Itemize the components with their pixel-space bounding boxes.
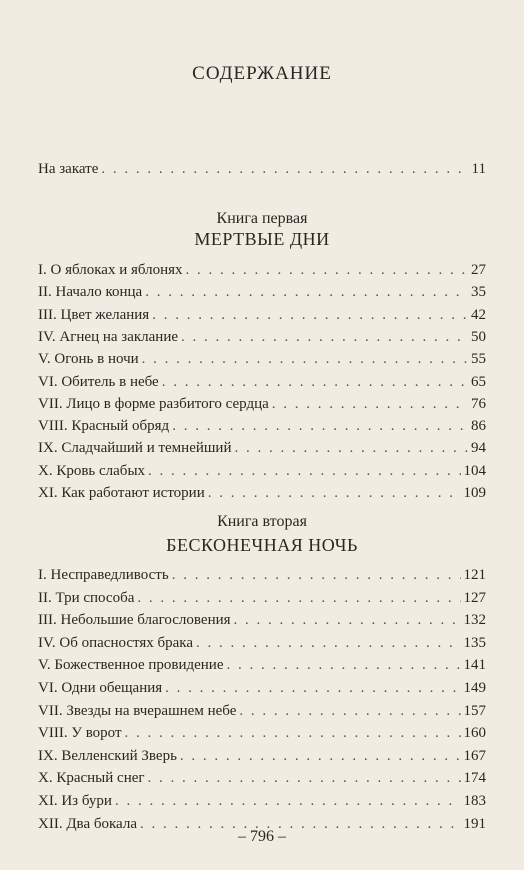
dot-leader: [186, 261, 468, 279]
toc-entry-label: VIII. У ворот: [38, 725, 122, 742]
dot-leader: [165, 679, 460, 697]
dot-leader: [145, 283, 468, 301]
toc-entry-label: X. Кровь слабых: [38, 462, 146, 479]
book-subtitle: Книга первая: [216, 210, 308, 227]
book-title: БЕСКОНЕЧНАЯ НОЧЬ: [166, 535, 358, 555]
toc-entry-page: 50: [471, 328, 486, 345]
toc-entry-page: 86: [471, 418, 486, 435]
toc-entry: [38, 769, 486, 787]
toc-entry-label: IX. Сладчайший и темнейший: [38, 440, 232, 457]
toc-entry: [38, 566, 486, 584]
toc-entry-label: II. Начало конца: [38, 284, 143, 301]
toc-entry-label: XI. Как работают истории: [38, 485, 205, 501]
toc-entry-page: 160: [463, 725, 486, 742]
book-subtitle: Книга вторая: [217, 513, 307, 530]
page-title: СОДЕРЖАНИЕ: [192, 63, 332, 84]
toc-entry-page: 55: [471, 351, 486, 368]
toc-entry-page: 121: [463, 567, 486, 583]
toc-entry-page: 42: [471, 306, 486, 323]
dot-leader: [239, 702, 460, 720]
toc-entry: [38, 395, 486, 413]
toc-entry-page: 174: [463, 770, 486, 787]
toc-entry: [38, 417, 486, 435]
dot-leader: [115, 792, 461, 810]
dot-leader: [101, 160, 468, 178]
toc-entry-page: 135: [463, 634, 486, 651]
toc-entry-label: II. Три способа: [38, 589, 135, 606]
toc-entry: [38, 306, 486, 324]
toc-entry-page: 167: [463, 747, 486, 764]
dot-leader: [180, 747, 461, 765]
toc-entry-label: X. Красный снег: [38, 770, 145, 787]
toc-entry-label: VII. Звезды на вчерашнем небе: [38, 702, 237, 719]
toc-entry: [38, 724, 486, 742]
toc-entry-page: 109: [463, 485, 486, 501]
toc-entry: [38, 328, 486, 346]
dot-leader: [142, 350, 468, 368]
page-number: – 796 –: [238, 828, 286, 845]
dot-leader: [125, 724, 461, 742]
toc-entry-label: V. Божественное провидение: [38, 657, 224, 674]
dot-leader: [227, 656, 461, 674]
toc-entry-page: 94: [471, 440, 486, 457]
dot-leader: [148, 462, 460, 480]
dot-leader: [148, 769, 461, 787]
dot-leader: [172, 417, 468, 435]
toc-entry-label: VI. Обитель в небе: [38, 373, 159, 390]
toc-entry: [38, 792, 486, 810]
dot-leader: [235, 439, 469, 457]
toc-entry-page: 11: [471, 161, 486, 177]
dot-leader: [162, 373, 468, 391]
toc-entry: [38, 702, 486, 720]
toc-entry: [38, 283, 486, 301]
dot-leader: [196, 634, 460, 652]
toc-entry: [38, 634, 486, 652]
toc-entry-label: IV. Агнец на заклание: [38, 328, 179, 345]
dot-leader: [172, 566, 461, 584]
toc-entry-label: VII. Лицо в форме разбитого сердца: [38, 395, 269, 412]
book-title: МЕРТВЫЕ ДНИ: [194, 229, 330, 249]
dot-leader: [234, 611, 461, 629]
dot-leader: [137, 589, 460, 607]
toc-entry: [38, 350, 486, 368]
toc-entry-page: 65: [471, 373, 486, 390]
toc-entry-page: 191: [463, 815, 486, 832]
toc-entry-label: VIII. Красный обряд: [38, 418, 170, 435]
toc-entry-label: XII. Два бокала: [38, 815, 137, 832]
toc-entry-label: XI. Из бури: [38, 793, 112, 809]
toc-entry-label: I. Несправедливость: [38, 567, 169, 583]
toc-entry-label: IX. Велленский Зверь: [38, 747, 177, 764]
dot-leader: [272, 395, 468, 413]
toc-entry-page: 27: [471, 262, 486, 278]
toc-entry: [38, 611, 486, 629]
toc-entry: [38, 373, 486, 391]
toc-entry-label: IV. Об опасностях брака: [38, 634, 194, 651]
toc-entry: [38, 462, 486, 480]
toc-entry-page: 149: [463, 680, 486, 696]
toc-entry-page: 127: [463, 589, 486, 606]
toc-entry-page: 157: [463, 702, 486, 719]
toc-entry-page: 76: [471, 395, 486, 412]
toc-entry-page: 132: [463, 612, 486, 629]
toc-entry-label: III. Цвет желания: [38, 306, 150, 323]
toc-entry-page: 104: [463, 462, 486, 479]
toc-entry: [38, 484, 486, 502]
dot-leader: [208, 484, 461, 502]
toc-entry: [38, 656, 486, 674]
toc-entry-label: VI. Одни обещания: [38, 680, 163, 696]
toc-entry-intro: [38, 160, 486, 178]
toc-entry-label: I. О яблоках и яблонях: [38, 262, 183, 278]
toc-entry: [38, 747, 486, 765]
toc-entry-label: На закате: [38, 161, 99, 177]
toc-entry-page: 183: [463, 793, 486, 809]
toc-entry: [38, 589, 486, 607]
toc-entry-page: 141: [463, 657, 486, 674]
toc-entry: [38, 261, 486, 279]
toc-entry: [38, 439, 486, 457]
toc-entry-label: V. Огонь в ночи: [38, 351, 139, 368]
toc-entry-page: 35: [471, 284, 486, 301]
toc-entry-label: III. Небольшие благословения: [38, 612, 231, 629]
dot-leader: [152, 306, 468, 324]
toc-entry: [38, 679, 486, 697]
dot-leader: [181, 328, 468, 346]
